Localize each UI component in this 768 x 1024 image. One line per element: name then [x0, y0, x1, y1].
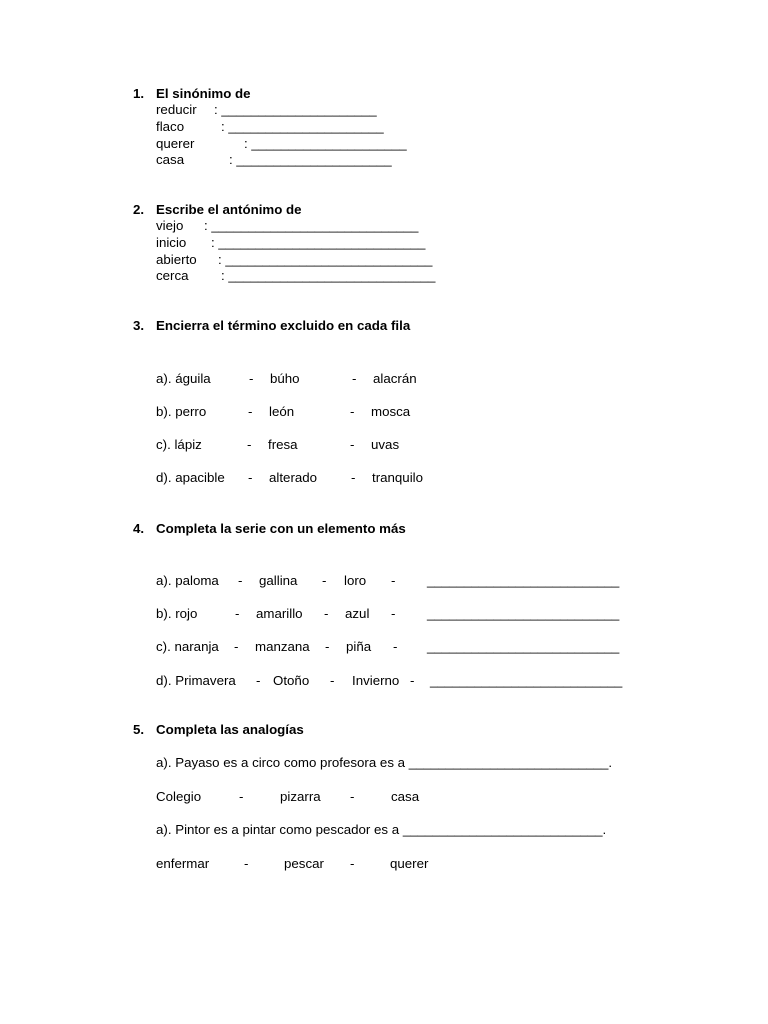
- option-word[interactable]: mosca: [371, 404, 411, 419]
- separator: -: [352, 371, 357, 386]
- row-label: d). Primavera: [156, 673, 236, 688]
- item-word: viejo: [156, 218, 184, 233]
- answer-blank[interactable]: : _____________________: [229, 152, 392, 167]
- question-title: El sinónimo de: [156, 86, 251, 101]
- question-number: 1.: [133, 86, 145, 101]
- separator: -: [391, 573, 396, 588]
- analogy-option[interactable]: Colegio: [156, 789, 202, 804]
- option-word[interactable]: alacrán: [373, 371, 417, 386]
- item-word: abierto: [156, 252, 197, 267]
- separator: -: [256, 673, 261, 688]
- separator: -: [244, 856, 249, 871]
- answer-blank[interactable]: __________________________: [430, 673, 623, 688]
- option-word[interactable]: uvas: [371, 437, 400, 452]
- row-label: b). rojo: [156, 606, 198, 621]
- option-word[interactable]: fresa: [268, 437, 298, 452]
- separator: -: [247, 437, 252, 452]
- question-title: Escribe el antónimo de: [156, 202, 302, 217]
- answer-blank[interactable]: : ____________________________: [218, 252, 433, 267]
- separator: -: [350, 789, 355, 804]
- row-label: b). perro: [156, 404, 207, 419]
- answer-blank[interactable]: __________________________: [427, 606, 620, 621]
- analogy-option[interactable]: pizarra: [280, 789, 321, 804]
- option-word[interactable]: búho: [270, 371, 300, 386]
- row-label: d). apacible: [156, 470, 225, 485]
- separator: -: [350, 404, 355, 419]
- row-label: a). paloma: [156, 573, 219, 588]
- answer-blank[interactable]: : _____________________: [244, 136, 407, 151]
- separator: -: [238, 573, 243, 588]
- series-word: gallina: [259, 573, 298, 588]
- separator: -: [324, 606, 329, 621]
- separator: -: [325, 639, 330, 654]
- separator: -: [410, 673, 415, 688]
- answer-blank[interactable]: : _____________________: [221, 119, 384, 134]
- separator: -: [391, 606, 396, 621]
- analogy-option[interactable]: enfermar: [156, 856, 210, 871]
- question-title: Encierra el término excluido en cada fila: [156, 318, 411, 333]
- series-word: manzana: [255, 639, 310, 654]
- separator: -: [235, 606, 240, 621]
- row-label: c). lápiz: [156, 437, 202, 452]
- question-number: 2.: [133, 202, 145, 217]
- series-word: loro: [344, 573, 367, 588]
- question-title: Completa la serie con un elemento más: [156, 521, 406, 536]
- question-number: 4.: [133, 521, 145, 536]
- analogy-sentence[interactable]: a). Payaso es a circo como profesora es a ___________________________.: [156, 755, 613, 770]
- separator: -: [249, 371, 254, 386]
- question-title: Completa las analogías: [156, 722, 304, 737]
- item-word: casa: [156, 152, 185, 167]
- series-word: Invierno: [352, 673, 400, 688]
- answer-blank[interactable]: : ____________________________: [204, 218, 419, 233]
- separator: -: [393, 639, 398, 654]
- analogy-option[interactable]: querer: [390, 856, 429, 871]
- series-word: piña: [346, 639, 372, 654]
- answer-blank[interactable]: : ____________________________: [221, 268, 436, 283]
- question-number: 3.: [133, 318, 145, 333]
- option-word[interactable]: tranquilo: [372, 470, 424, 485]
- separator: -: [350, 856, 355, 871]
- answer-blank[interactable]: __________________________: [427, 573, 620, 588]
- item-word: querer: [156, 136, 195, 151]
- series-word: azul: [345, 606, 370, 621]
- analogy-option[interactable]: casa: [391, 789, 420, 804]
- question-number: 5.: [133, 722, 145, 737]
- separator: -: [248, 470, 253, 485]
- separator: -: [350, 437, 355, 452]
- item-word: inicio: [156, 235, 187, 250]
- separator: -: [234, 639, 239, 654]
- row-label: a). águila: [156, 371, 211, 386]
- answer-blank[interactable]: : _____________________: [214, 102, 377, 117]
- answer-blank[interactable]: __________________________: [427, 639, 620, 654]
- option-word[interactable]: alterado: [269, 470, 318, 485]
- option-word[interactable]: león: [269, 404, 295, 419]
- separator: -: [330, 673, 335, 688]
- item-word: cerca: [156, 268, 189, 283]
- item-word: reducir: [156, 102, 197, 117]
- separator: -: [351, 470, 356, 485]
- separator: -: [322, 573, 327, 588]
- series-word: amarillo: [256, 606, 303, 621]
- analogy-option[interactable]: pescar: [284, 856, 324, 871]
- series-word: Otoño: [273, 673, 310, 688]
- row-label: c). naranja: [156, 639, 219, 654]
- separator: -: [248, 404, 253, 419]
- separator: -: [239, 789, 244, 804]
- answer-blank[interactable]: : ____________________________: [211, 235, 426, 250]
- analogy-sentence[interactable]: a). Pintor es a pintar como pescador es a ___________________________.: [156, 822, 607, 837]
- item-word: flaco: [156, 119, 185, 134]
